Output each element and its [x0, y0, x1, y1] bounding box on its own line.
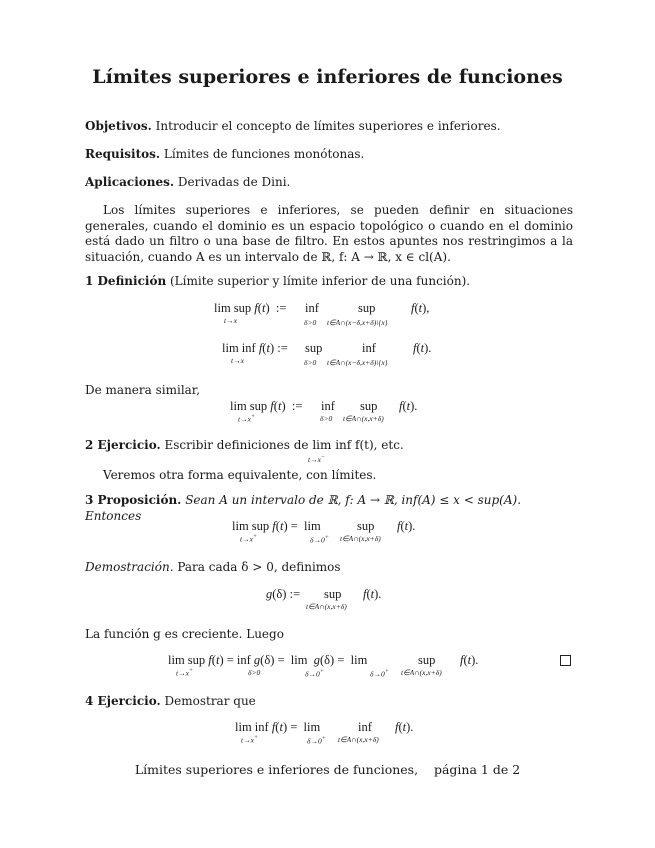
exercise-2 — [85, 438, 573, 454]
page-title: Límites superiores e inferiores de funciones — [92, 66, 563, 88]
requisitos-paragraph — [85, 147, 573, 163]
qed-square — [560, 655, 571, 666]
equation-limsup-definition: lim sup f(t) := t→x inf δ>0 sup t∈A∩(x−δ,x+δ)\{x} f(t), — [214, 301, 430, 327]
creciente-text: La función g es creciente. Luego — [85, 627, 284, 641]
definition-1-text: (Límite superior y límite inferior de una función). — [170, 274, 471, 288]
demonstration-text: Para cada δ > 0, definimos — [177, 560, 341, 574]
requisitos-text: Límites de funciones monótonas. — [163, 147, 365, 161]
exercise-2-label: 2 Ejercicio. — [85, 438, 161, 452]
equation-liminf-definition: lim inf f(t) := t→x sup δ>0 inf t∈A∩(x−δ,x+δ)\{x} f(t). — [222, 341, 432, 367]
aplicaciones-paragraph — [85, 175, 573, 191]
demonstration — [85, 560, 573, 576]
proposition-3-text: Sean A un intervalo de ℝ, f: A → ℝ, inf(A) ≤ x < sup(A). Entonces — [85, 493, 522, 523]
exercise-4-label: 4 Ejercicio. — [85, 694, 161, 708]
aplicaciones-label: Aplicaciones. — [85, 175, 175, 189]
intro-paragraph: Los límites superiores e inferiores, se pueden definir en situaciones generales, cuando el dominio es un espacio topológico o cuando en el dominio está dado un filtro o una base de filtro. En estos apuntes nos restringimos a la situación, cuando A es un intervalo de ℝ, f: A → ℝ, x ∈ cl(A). — [85, 203, 573, 264]
veremos-text: Veremos otra forma equivalente, con límites. — [103, 468, 377, 482]
objetivos-paragraph — [85, 119, 573, 135]
exercise-2-subscript: t→x− — [308, 453, 326, 464]
equation-proposition: lim sup f(t) = lim t→x+ δ→0+ sup t∈A∩(x,x+δ) f(t). — [232, 519, 416, 545]
definition-1 — [85, 274, 573, 290]
requisitos-label: Requisitos. — [85, 147, 161, 161]
objetivos-text: Introducir el concepto de límites superiores e inferiores. — [155, 119, 501, 133]
equation-g-delta: g(δ) := sup t∈A∩(x,x+δ) f(t). — [266, 587, 382, 611]
equation-limsup-right: lim sup f(t) := t→x+ inf δ>0 sup t∈A∩(x,x+δ) f(t). — [230, 399, 418, 424]
equation-exercise-4: lim inf f(t) = lim t→x+ δ→0+ inf t∈A∩(x,x+δ) f(t). — [235, 720, 414, 746]
page-footer: Límites superiores e inferiores de funciones, página 1 de 2 — [134, 762, 521, 777]
objetivos-label: Objetivos. — [85, 119, 152, 133]
aplicaciones-text: Derivadas de Dini. — [177, 175, 291, 189]
exercise-2-text: Escribir definiciones de lim inf f(t), etc. — [164, 438, 404, 452]
definition-1-label: 1 Definición — [85, 274, 167, 288]
similar-text: De manera similar, — [85, 383, 201, 397]
exercise-4-text: Demostrar que — [164, 694, 256, 708]
exercise-4 — [85, 694, 573, 710]
equation-chain: lim sup f(t) = inf g(δ) = lim g(δ) = lim t→x+ δ>0 δ→0+ δ→0+ sup t∈A∩(x,x+δ) f(t). — [168, 653, 479, 679]
demonstration-label: Demostración. — [85, 560, 174, 574]
proposition-3-label: 3 Proposición. — [85, 493, 182, 507]
